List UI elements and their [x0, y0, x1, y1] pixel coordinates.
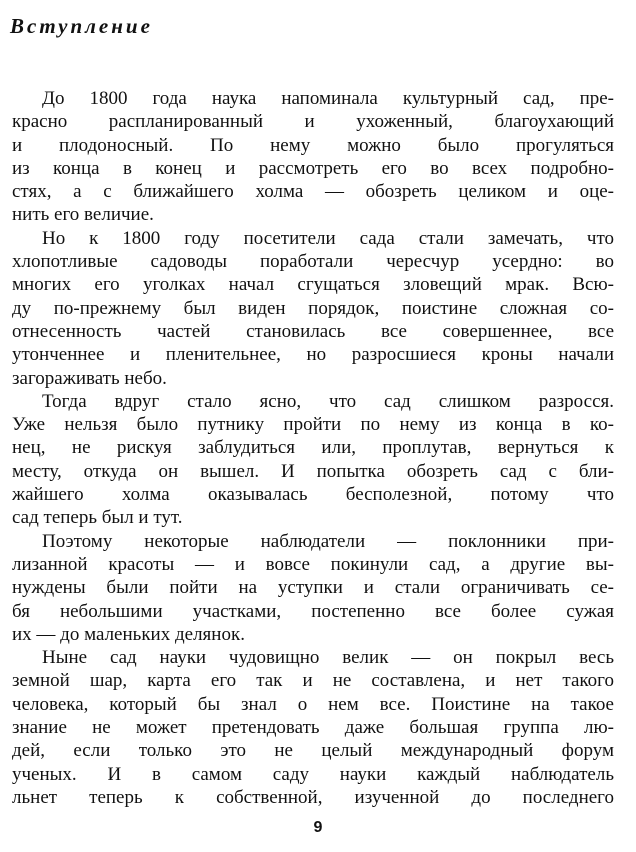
body-text: [12, 87, 614, 809]
paragraph: [12, 530, 614, 646]
text-line: человека, который бы знал о нем все. Поистине на такое: [12, 693, 614, 715]
text-line: ду по-прежнему был виден порядок, поистине сложная со-: [12, 297, 614, 319]
text-line: нуждены были пойти на уступки и стали ограничивать се-: [12, 577, 614, 599]
text-line: их — до маленьких делянок.: [12, 623, 245, 645]
text-line: нить его величие.: [12, 204, 154, 226]
text-line: Но к 1800 году посетители сада стали замечать, что: [42, 227, 614, 249]
text-line: Тогда вдруг стало ясно, что сад слишком разросся.: [42, 390, 614, 412]
page-number: 9: [313, 819, 323, 836]
text-line: дей, если только это не целый международный форум: [12, 740, 614, 762]
text-line: хлопотливые садоводы поработали чересчур усердно: во: [12, 251, 614, 273]
text-line: нец, не рискуя заблудиться или, проплутав, вернуться к: [12, 437, 614, 459]
text-line: стях, а с ближайшего холма — обозреть целиком и оце-: [12, 181, 614, 203]
text-line: многих его уголках начал сгущаться зловещий мрак. Всю-: [12, 274, 614, 296]
text-line: Ныне сад науки чудовищно велик — он покрыл весь: [42, 647, 614, 669]
text-line: красно распланированный и ухоженный, благоухающий: [12, 111, 614, 133]
text-line: Уже нельзя было путнику пройти по нему из конца в ко-: [12, 414, 614, 436]
paragraph: [12, 390, 614, 530]
text-line: земной шар, карта его так и не составлена, и нет такого: [12, 670, 614, 692]
text-line: льнет теперь к собственной, изученной до последнего: [12, 786, 614, 808]
text-line: и плодоносный. По нему можно было прогуляться: [12, 134, 614, 156]
text-line: отнесенность частей становилась все совершеннее, все: [12, 320, 614, 342]
text-line: знание не может претендовать даже большая группа лю-: [12, 717, 614, 739]
text-line: бя небольшими участками, постепенно все более сужая: [12, 600, 614, 622]
text-line: лизанной красоты — и вовсе покинули сад, а другие вы-: [12, 553, 614, 575]
text-line: жайшего холма оказывалась бесполезной, потому что: [12, 484, 614, 506]
text-line: загораживать небо.: [12, 367, 167, 389]
chapter-heading: Вступление: [10, 14, 153, 38]
text-line: месту, откуда он вышел. И попытка обозреть сад с бли-: [12, 460, 614, 482]
text-line: ученых. И в самом саду науки каждый наблюдатель: [12, 763, 614, 785]
text-line: До 1800 года наука напоминала культурный сад, пре-: [42, 88, 614, 109]
text-line: утонченнее и пленительнее, но разросшиеся кроны начали: [12, 344, 614, 366]
paragraph: [12, 87, 614, 227]
text-line: сад теперь был и тут.: [12, 507, 183, 529]
paragraph: [12, 227, 614, 390]
paragraph: [12, 646, 614, 809]
text-line: из конца в конец и рассмотреть его во всех подробно-: [12, 157, 614, 179]
text-line: Поэтому некоторые наблюдатели — поклонники при-: [42, 530, 614, 552]
